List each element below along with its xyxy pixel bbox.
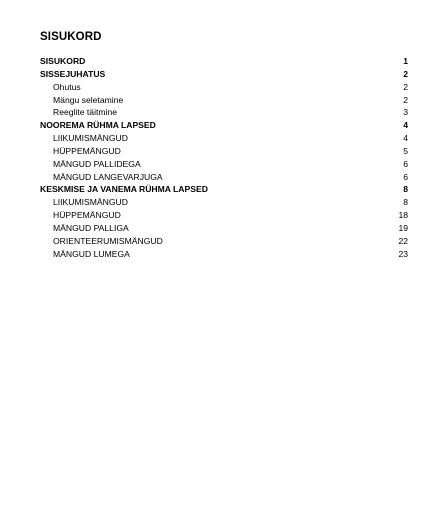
toc-entry-title: HÜPPEMÄNGUD	[53, 210, 121, 221]
toc-entry-page: 6	[403, 158, 408, 169]
toc-entry[interactable]	[40, 196, 408, 209]
toc-entry-page: 3	[403, 107, 408, 118]
toc-entry-page: 8	[403, 184, 408, 195]
toc-entry-title: Reeglite täitmine	[53, 107, 118, 118]
toc-entry[interactable]	[40, 145, 408, 158]
toc-entry-title: HÜPPEMÄNGUD	[53, 145, 121, 156]
toc-entry[interactable]	[40, 81, 408, 94]
toc-entry-title: SISUKORD	[40, 56, 86, 66]
toc-entry[interactable]	[40, 209, 408, 222]
toc-entry-title: MÄNGUD LUMEGA	[53, 248, 130, 259]
toc-entry[interactable]	[40, 106, 408, 119]
toc-entry-page: 2	[403, 68, 408, 79]
toc-entry-title: MÄNGUD PALLIDEGA	[53, 158, 141, 169]
toc-entry[interactable]	[40, 68, 408, 81]
toc-entry-page: 8	[403, 197, 408, 208]
toc-entry[interactable]	[40, 235, 408, 248]
toc-entry-title: SISSEJUHATUS	[40, 68, 106, 79]
toc-heading: SISUKORD	[40, 31, 102, 43]
toc-entry-page: 1	[403, 56, 408, 66]
toc-entry-page: 6	[403, 171, 408, 182]
toc-entry-page: 4	[403, 120, 408, 131]
toc-entry-title: MÄNGUD LANGEVARJUGA	[53, 171, 163, 182]
toc-entry-page: 19	[398, 222, 408, 233]
table-of-contents	[40, 55, 408, 261]
toc-entry-title: ORIENTEERUMISMÄNGUD	[53, 235, 163, 246]
toc-entry-page: 2	[403, 81, 408, 92]
toc-entry-page: 4	[403, 133, 408, 144]
toc-entry[interactable]	[40, 132, 408, 145]
toc-entry-title: MÄNGUD PALLIGA	[53, 222, 129, 233]
toc-entry[interactable]	[40, 248, 408, 261]
toc-entry[interactable]	[40, 55, 408, 68]
toc-entry[interactable]	[40, 158, 408, 171]
toc-entry[interactable]	[40, 183, 408, 196]
toc-entry[interactable]	[40, 94, 408, 107]
toc-entry-page: 22	[398, 235, 408, 246]
toc-entry[interactable]	[40, 171, 408, 184]
toc-entry-title: LIIKUMISMÄNGUD	[53, 197, 128, 208]
toc-entry-page: 5	[403, 145, 408, 156]
toc-entry-title: KESKMISE JA VANEMA RÜHMA LAPSED	[40, 184, 208, 195]
toc-entry-title: Mängu seletamine	[53, 94, 124, 105]
toc-entry-title: NOOREMA RÜHMA LAPSED	[40, 120, 156, 131]
toc-entry-title: Ohutus	[53, 81, 81, 92]
toc-entry-title: LIIKUMISMÄNGUD	[53, 133, 128, 144]
toc-entry-page: 2	[403, 94, 408, 105]
toc-entry[interactable]	[40, 222, 408, 235]
toc-entry-page: 18	[398, 210, 408, 221]
toc-entry-page: 23	[398, 248, 408, 259]
toc-entry[interactable]	[40, 119, 408, 132]
